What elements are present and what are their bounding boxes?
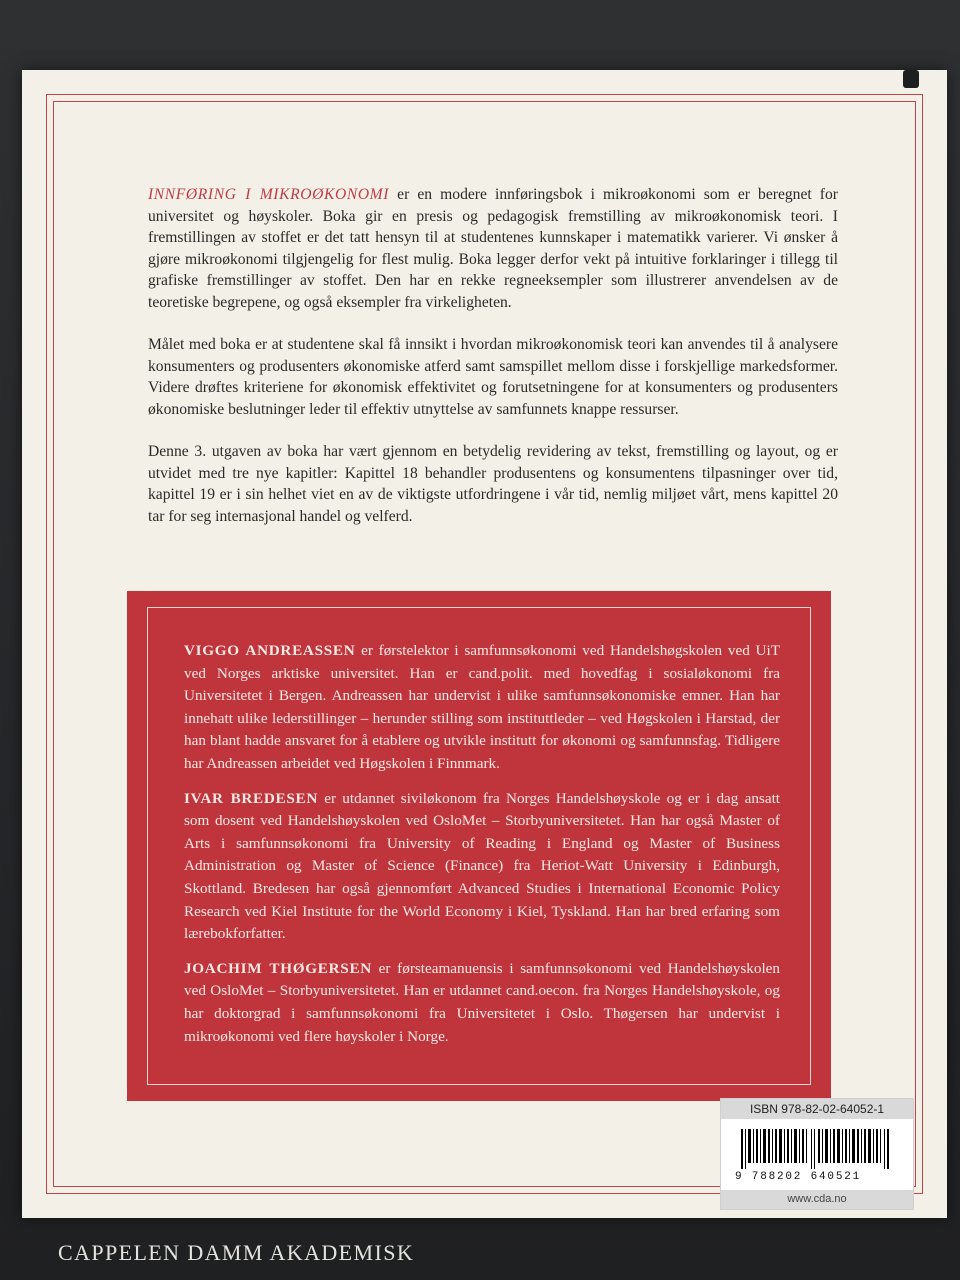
author-bio-bredesen (184, 788, 780, 946)
book-title: INNFØRING I MIKROØKONOMI (148, 186, 390, 203)
description-paragraph-1 (148, 184, 838, 313)
author-name: JOACHIM THØGERSEN (184, 959, 372, 977)
author-bio-text: er førstelektor i samfunnsøkonomi ved Handelshøgskolen ved UiT ved Norges arktiske universitet. Han er cand.polit. med hovedfag i sosialøkonomi fra Universitetet i Bergen. Andreassen har undervist i ulike samfunnsøkonomiske emner. Han har innehatt ulike lederstillinger – herunder stilling som instituttleder – ved Høgskolen i Harstad, der han blant hadde ansvaret for å etablere og utvikle institutt for økonomi og samfunnsfag. Tidligere har Andreassen arbeidet ved Høgskolen i Finnmark. (184, 642, 780, 772)
author-bio-thogersen (184, 958, 780, 1048)
isbn-label: ISBN 978-82-02-64052-1 (721, 1099, 913, 1119)
author-bios (184, 640, 780, 1060)
author-bio-text: er utdannet siviløkonom fra Norges Handelshøyskole og er i dag ansatt som dosent ved Handelshøyskolen ved OsloMet – Storbyuniversitetet. Han har også Master of Arts i samfunnsøkonomi fra University of Reading i England og Master of Business Administration og Master of Science (Finance) fra Heriot-Watt University i Edinburgh, Skottland. Bredesen har også gjennomført Advanced Studies i International Economic Policy Research ved Kiel Institute for the World Economy i Kiel, Tyskland. Han har bred erfaring som lærebokforfatter. (184, 789, 781, 943)
description-paragraph-2: Målet med boka er at studentene skal få innsikt i hvordan mikroøkonomisk teori kan anvendes til å analysere konsumenters og produsenters økonomiske atferd samt samspillet mellom disse i forskjellige markedsformer. Videre drøftes kriteriene for økonomisk effektivitet og forutsetningene for at konsumenters og produsenters økonomiske beslutninger leder til effektiv utnyttelse av samfunnets knappe ressurser. (148, 336, 838, 418)
publisher-name: CAPPELEN DAMM AKADEMISK (58, 1240, 415, 1265)
author-name: IVAR BREDESEN (184, 789, 319, 807)
barcode-icon (741, 1129, 893, 1169)
author-bio-andreassen (184, 640, 780, 776)
book-back-cover (22, 70, 947, 1218)
author-panel (127, 591, 831, 1101)
author-bio-text: er førsteamanuensis i samfunnsøkonomi ved Handelshøyskolen ved OsloMet – Storbyuniversitetet. Han er utdannet cand.oecon. fra Norges Handelshøyskole, og har doktorgrad i samfunnsøkonomi fra Universitetet i Oslo. Thøgersen har undervist i mikroøkonomi ved flere høyskoler i Norge. (184, 959, 780, 1045)
barcode-digits: 9 788202 640521 (735, 1171, 862, 1183)
book-description (148, 184, 838, 548)
isbn-barcode-box (720, 1098, 914, 1210)
description-paragraph-3: Denne 3. utgaven av boka har vært gjennom en betydelig revidering av tekst, fremstilling og layout, og er utvidet med tre nye kapitler: Kapittel 18 behandler produsentens og konsumentens tilpasninger over tid, kapittel 19 er i sin helhet viet en av de viktigste utfordringene i vår tid, nemlig miljøet vårt, mens kapittel 20 tar for seg internasjonal handel og velferd. (148, 443, 838, 525)
cover-corner-damage (903, 70, 919, 88)
author-name: VIGGO ANDREASSEN (184, 642, 356, 659)
description-paragraph-1-text: er en modere innføringsbok i mikroøkonomi som er beregnet for universitet og høyskoler. Boka gir en presis og pedagogisk fremstilling av mikroøkonomisk teori. I fremstillingen av stoffet er det tatt hensyn til at studentenes kunnskaper i matematikk varierer. Vi ønsker å gjøre mikroøkonomi tilgjengelig for flest mulig. Boka legger derfor vekt på intuitive forklaringer i tillegg til grafiske fremstillinger av stoffet. Den har en rekke regneeksempler som illustrerer anvendelsen av de teoretiske begrepene, og også eksempler fra virkeligheten. (148, 186, 838, 311)
publisher-website: www.cda.no (721, 1190, 913, 1209)
